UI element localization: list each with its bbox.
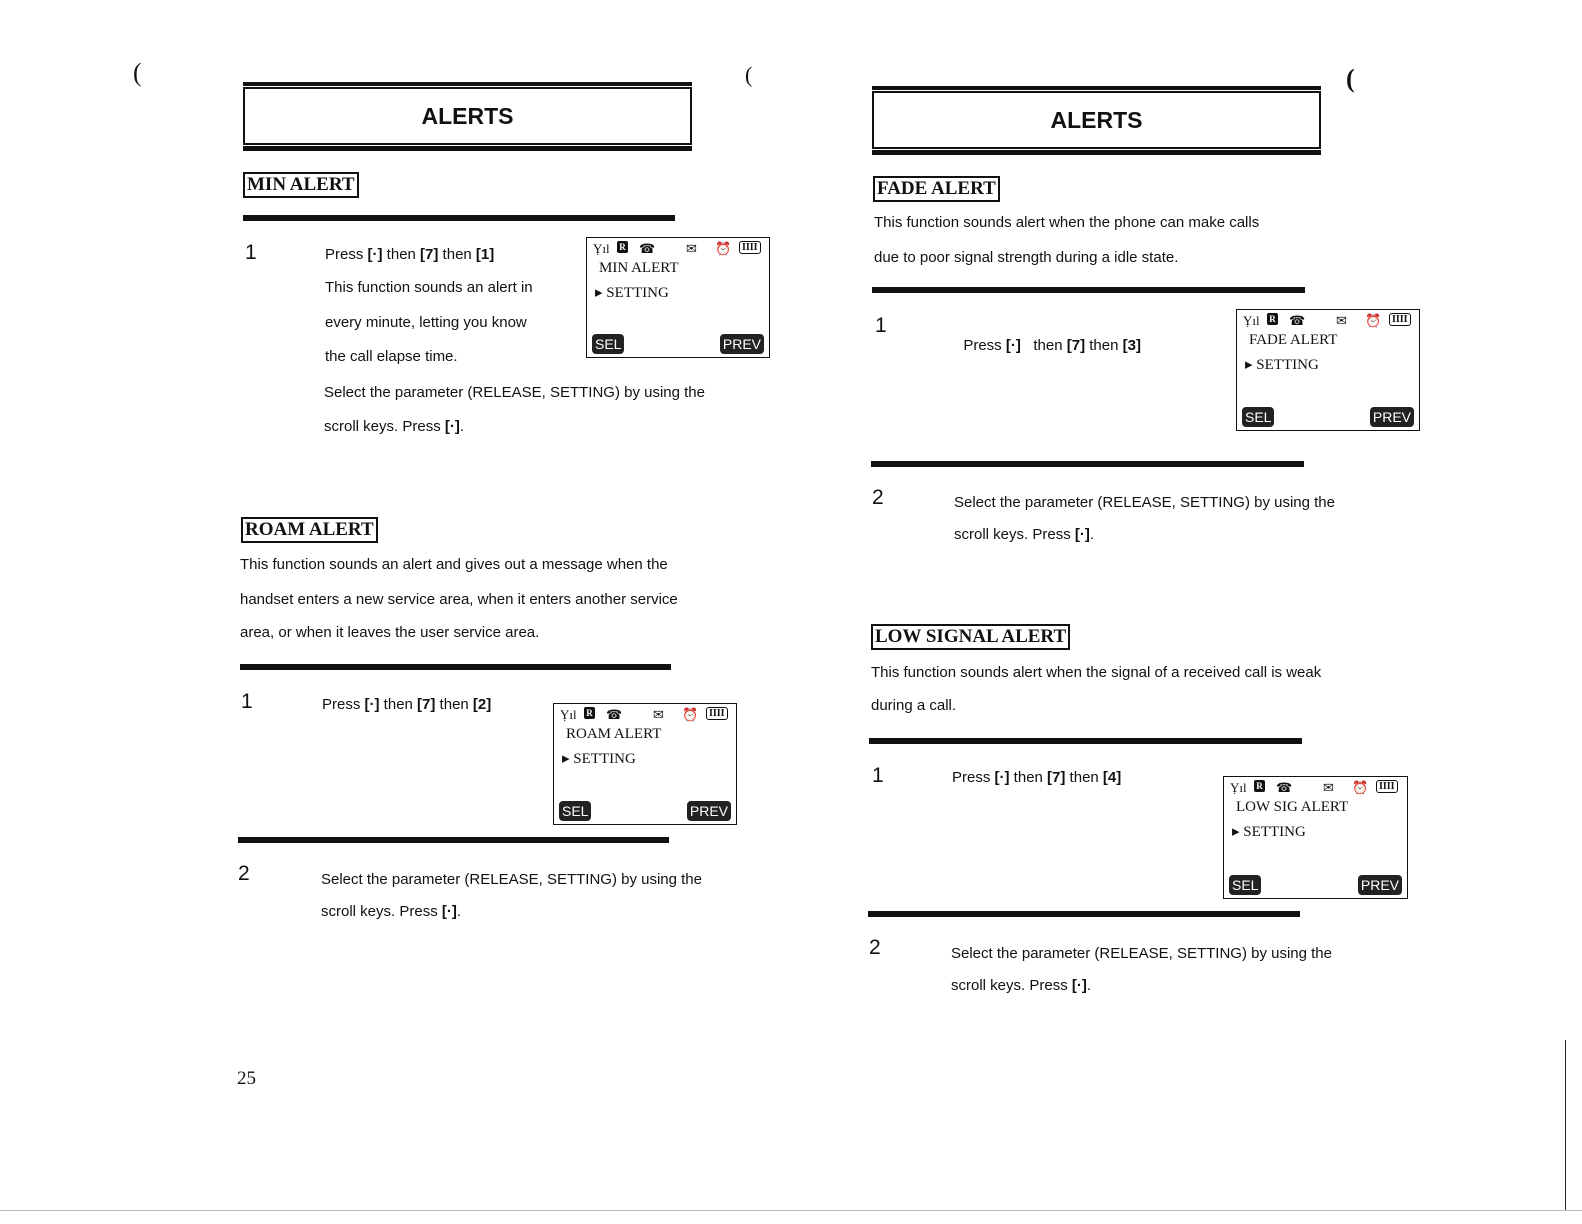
description-text: Select the parameter (RELEASE, SETTING) by using the [321, 871, 702, 888]
prev-softkey: PREV [1370, 407, 1414, 427]
phone-icon: ☎ [606, 707, 623, 722]
display-line-1: MIN ALERT [599, 260, 679, 276]
status-bar: Ỵıl R ☎ ✉ ⏰ IIII [591, 241, 765, 257]
step-number: 1 [241, 690, 253, 713]
page-title-text: ALERTS [421, 102, 514, 129]
section-label-min-alert: MIN ALERT [243, 172, 359, 198]
alarm-icon: ⏰ [1352, 780, 1369, 795]
description-text: This function sounds an alert in [325, 279, 533, 296]
signal-icon: Ỵıl [1230, 780, 1247, 795]
description-text: scroll keys. Press [·]. [321, 903, 462, 920]
phone-display [1223, 776, 1408, 899]
description-text: Select the parameter (RELEASE, SETTING) by using the [324, 384, 705, 401]
alarm-icon: ⏰ [1365, 313, 1382, 328]
sel-softkey: SEL [559, 801, 591, 821]
phone-icon: ☎ [639, 241, 656, 256]
phone-display [553, 703, 737, 825]
step-number: 2 [869, 936, 881, 959]
alarm-icon: ⏰ [715, 241, 732, 256]
envelope-icon: ✉ [653, 707, 664, 722]
display-line-1: ROAM ALERT [566, 726, 662, 742]
scan-edge [1565, 1040, 1566, 1210]
section-label-low-signal-alert: LOW SIGNAL ALERT [871, 624, 1070, 650]
description-text: during a call. [871, 697, 957, 714]
sel-softkey: SEL [1242, 407, 1274, 427]
display-line-1: LOW SIG ALERT [1236, 799, 1349, 815]
section-label-roam-alert: ROAM ALERT [241, 517, 378, 543]
prev-softkey: PREV [687, 801, 731, 821]
phone-icon: ☎ [1276, 780, 1293, 795]
section-label-fade-alert: FADE ALERT [873, 176, 1000, 202]
step-number: 2 [238, 862, 250, 885]
display-line-2: ▸ SETTING [1245, 357, 1319, 373]
page-number: 25 [237, 1068, 256, 1089]
status-bar: Ỵıl R ☎ ✉ ⏰ IIII [1228, 780, 1403, 796]
status-bar: Ỵıl R ☎ ✉ ⏰ IIII [558, 707, 732, 723]
display-line-2: ▸ SETTING [562, 751, 636, 767]
page-title [243, 87, 692, 145]
section-divider [243, 215, 675, 221]
step-number: 2 [872, 486, 884, 509]
step-instruction: Press [·] then [7] then [1] [325, 246, 495, 263]
prev-softkey: PREV [1358, 875, 1402, 895]
signal-icon: Ỵıl [1243, 313, 1260, 328]
step-number: 1 [872, 764, 884, 787]
section-divider [868, 911, 1300, 917]
description-text: area, or when it leaves the user service area. [240, 624, 540, 641]
alarm-icon: ⏰ [682, 707, 699, 722]
margin-mark: ( [745, 62, 753, 87]
step-instruction: Press [·] then [7] then [3] [963, 337, 1141, 354]
description-text: every minute, letting you know [325, 314, 527, 331]
display-line-2: ▸ SETTING [595, 285, 669, 301]
page-title [872, 91, 1321, 149]
margin-mark: ( [1346, 64, 1355, 93]
sel-softkey: SEL [1229, 875, 1261, 895]
step-number: 1 [875, 314, 887, 337]
section-divider [240, 664, 671, 670]
description-text: This function sounds alert when the phone can make calls [874, 214, 1260, 231]
description-text: This function sounds an alert and gives out a message when the [240, 556, 668, 573]
prev-softkey: PREV [720, 334, 764, 354]
section-divider [871, 461, 1304, 467]
section-divider [238, 837, 669, 843]
step-number: 1 [245, 241, 257, 264]
status-bar: Ỵıl R ☎ ✉ ⏰ IIII [1241, 313, 1415, 329]
display-line-2: ▸ SETTING [1232, 824, 1306, 840]
phone-display [586, 237, 770, 358]
envelope-icon: ✉ [686, 241, 697, 256]
description-text: the call elapse time. [325, 348, 458, 365]
envelope-icon: ✉ [1336, 313, 1347, 328]
sel-softkey: SEL [592, 334, 624, 354]
description-text: Select the parameter (RELEASE, SETTING) by using the [954, 494, 1335, 511]
step-instruction: Press [·] then [7] then [2] [322, 696, 492, 713]
display-line-1: FADE ALERT [1249, 332, 1338, 348]
description-text: due to poor signal strength during a idle state. [874, 249, 1179, 266]
description-text: scroll keys. Press [·]. [951, 977, 1092, 994]
description-text: scroll keys. Press [·]. [324, 418, 465, 435]
description-text: This function sounds alert when the signal of a received call is weak [871, 664, 1322, 681]
section-divider [872, 287, 1305, 293]
scan-edge [0, 1210, 1582, 1211]
page-title-text: ALERTS [1050, 106, 1143, 133]
margin-mark: ( [133, 58, 142, 87]
step-instruction: Press [·] then [7] then [4] [952, 769, 1122, 786]
description-text: Select the parameter (RELEASE, SETTING) by using the [951, 945, 1332, 962]
signal-icon: Ỵıl [560, 707, 577, 722]
phone-icon: ☎ [1289, 313, 1306, 328]
phone-display [1236, 309, 1420, 431]
envelope-icon: ✉ [1323, 780, 1334, 795]
section-divider [869, 738, 1302, 744]
description-text: scroll keys. Press [·]. [954, 526, 1095, 543]
signal-icon: Ỵıl [593, 241, 610, 256]
description-text: handset enters a new service area, when it enters another service [240, 591, 678, 608]
